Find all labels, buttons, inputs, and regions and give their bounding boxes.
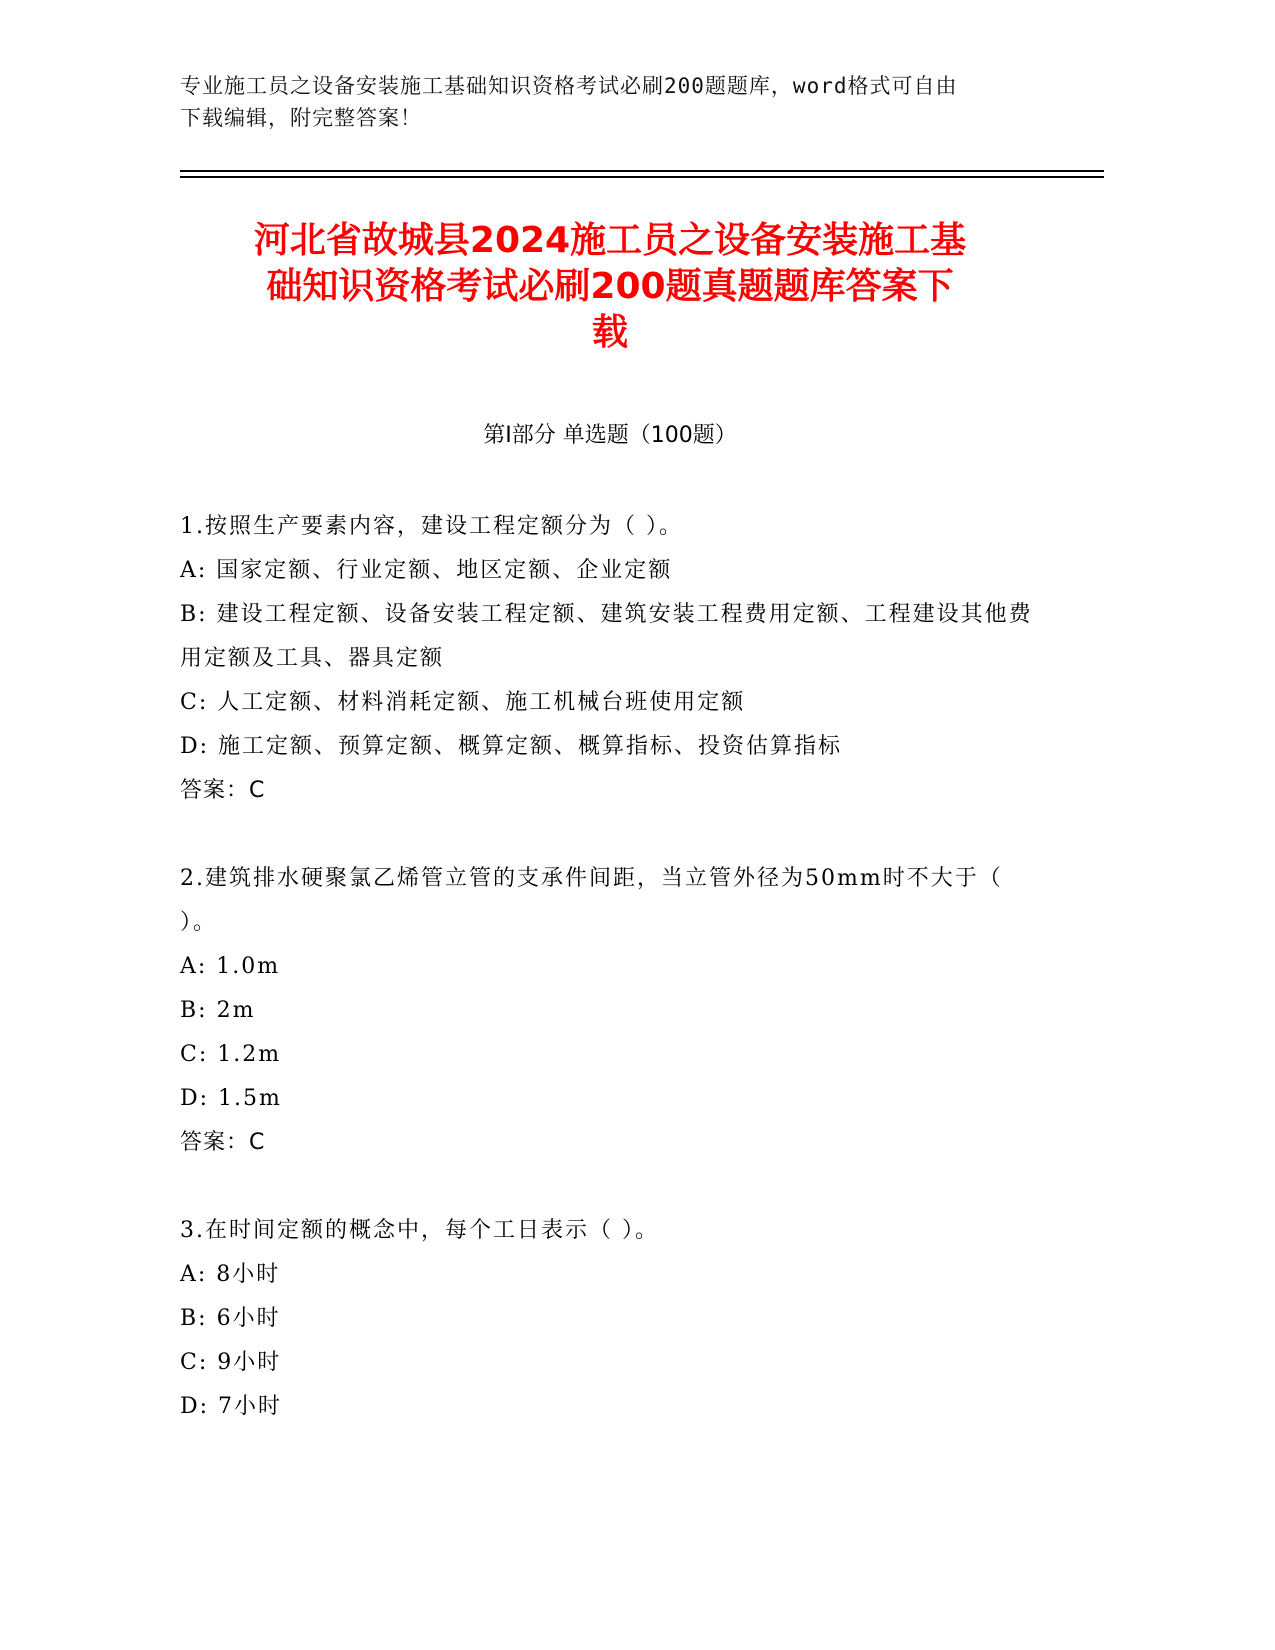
- option-a: A: 8小时: [180, 1262, 281, 1287]
- header-note-line-2: 下载编辑，附完整答案！: [180, 106, 422, 130]
- option-c: C: 9小时: [180, 1350, 282, 1375]
- header-note: [180, 70, 1080, 134]
- answer: 答案：C: [180, 1130, 266, 1155]
- option-b: B: 建设工程定额、设备安装工程定额、建筑安装工程费用定额、工程建设其他费用定额及工具、器具定额: [180, 602, 1033, 671]
- option-c: C: 1.2m: [180, 1042, 282, 1067]
- header-divider-bottom: [180, 176, 1104, 178]
- document-title-line-3: 载: [591, 312, 628, 353]
- option-d: D: 7小时: [180, 1394, 283, 1419]
- option-a: A: 1.0m: [180, 954, 281, 979]
- question-2: [180, 857, 1040, 1165]
- question-stem: 1.按照生产要素内容，建设工程定额分为（ ）。: [180, 514, 683, 539]
- option-d: D: 1.5m: [180, 1086, 282, 1111]
- header-divider-top: [180, 170, 1104, 172]
- option-b: B: 6小时: [180, 1306, 281, 1331]
- question-3: [180, 1209, 1040, 1429]
- answer: 答案：C: [180, 778, 266, 803]
- header-note-line-1: 专业施工员之设备安装施工基础知识资格考试必刷200题题库，word格式可自由: [180, 74, 958, 98]
- option-c: C: 人工定额、材料消耗定额、施工机械台班使用定额: [180, 690, 746, 715]
- question-list: [180, 505, 1040, 1473]
- document-title-line-2: 础知识资格考试必刷200题真题题库答案下: [266, 266, 954, 307]
- question-stem: 2.建筑排水硬聚氯乙烯管立管的支承件间距，当立管外径为50mm时不大于（ ）。: [180, 866, 1003, 935]
- option-b: B: 2m: [180, 998, 256, 1023]
- document-title: [170, 218, 1050, 356]
- option-d: D: 施工定额、预算定额、概算定额、概算指标、投资估算指标: [180, 734, 843, 759]
- document-title-line-1: 河北省故城县2024施工员之设备安装施工基: [253, 220, 967, 261]
- question-stem: 3.在时间定额的概念中，每个工日表示（ ）。: [180, 1218, 659, 1243]
- section-title: 第Ⅰ部分 单选题（100题）: [483, 423, 737, 448]
- question-1: [180, 505, 1040, 813]
- option-a: A: 国家定额、行业定额、地区定额、企业定额: [180, 558, 673, 583]
